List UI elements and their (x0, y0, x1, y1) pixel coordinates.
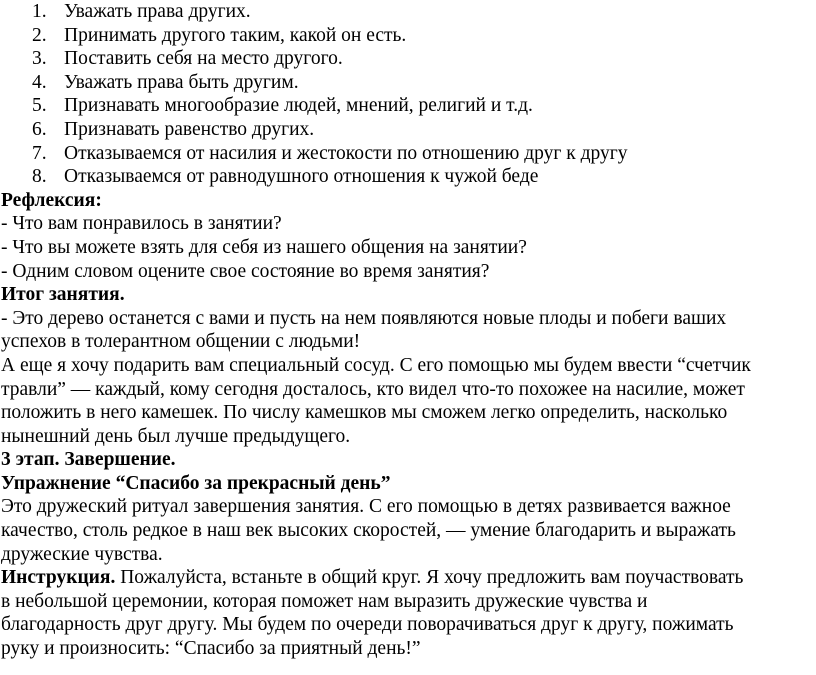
instruction-line: в небольшой церемонии, которая поможет нам выразить дружеские чувства и (1, 590, 648, 612)
result-line: травли” — каждый, кому сегодня досталось, кто видел что-то похожее на насилие, может (1, 378, 745, 400)
list-item (1, 71, 816, 95)
list-item (1, 47, 816, 71)
instruction-text: Пожалуйста, встаньте в общий круг. Я хочу предложить вам поучаствовать (115, 567, 744, 589)
list-item-text: Отказываемся от равнодушного отношения к чужой беде (64, 166, 539, 188)
result-line: - Это дерево останется с вами и пусть на нем появляются новые плоды и побеги ваших (1, 307, 727, 329)
result-line: А еще я хочу подарить вам специальный сосуд. С его помощью мы будем ввести “счетчик (1, 354, 751, 376)
list-item (1, 0, 816, 24)
list-item (1, 165, 816, 189)
list-item (1, 118, 816, 142)
list-item-text: Отказываемся от насилия и жестокости по отношению друг к другу (64, 142, 628, 164)
tolerance-rules-list (1, 0, 816, 189)
result-line: положить в него камешек. По числу камешков мы сможем легко определить, насколько (1, 402, 728, 424)
list-item (1, 94, 816, 118)
exercise-line: Это дружеский ритуал завершения занятия. С его помощью в детях развивается важное (1, 496, 731, 518)
list-item-text: Признавать многообразие людей, мнений, религий и т.д. (64, 95, 533, 117)
reflection-question: - Одним словом оцените свое состояние во время занятия? (1, 260, 490, 282)
list-item-number: 2. (32, 24, 47, 46)
list-item-text: Принимать другого таким, какой он есть. (64, 24, 407, 46)
list-item-text: Уважать права быть другим. (64, 71, 299, 93)
list-item (1, 142, 816, 166)
result-line: нынешний день был лучше предыдущего. (1, 425, 351, 447)
list-item-number: 3. (32, 48, 47, 70)
list-item-number: 5. (32, 95, 47, 117)
list-item-text: Признавать равенство других. (64, 118, 315, 140)
result-heading: Итог занятия. (1, 284, 125, 306)
exercise-line: качество, столь редкое в наш век высоких скоростей, — умение благодарить и выражать (1, 520, 736, 542)
instruction-line: благодарность друг другу. Мы будем по очереди поворачиваться друг к другу, пожимать (1, 614, 734, 636)
list-item-number: 6. (32, 118, 47, 140)
list-item-number: 4. (32, 71, 47, 93)
exercise-title: Упражнение “Спасибо за прекрасный день” (1, 472, 391, 494)
instruction-label: Инструкция. (1, 567, 116, 589)
list-item-text: Поставить себя на место другого. (64, 48, 343, 70)
list-item-number: 1. (32, 1, 47, 22)
instruction-line: руку и произносить: “Спасибо за приятный день!” (1, 638, 421, 660)
list-item (1, 24, 816, 48)
list-item-text: Уважать права других. (64, 1, 251, 22)
list-item-number: 7. (32, 142, 47, 164)
stage3-heading: 3 этап. Завершение. (1, 449, 176, 471)
reflection-heading: Рефлексия: (1, 189, 102, 211)
exercise-line: дружеские чувства. (1, 543, 163, 565)
list-item-number: 8. (32, 166, 47, 188)
instruction-line (1, 566, 816, 590)
result-line: успехов в толерантном общении с людьми! (1, 331, 361, 353)
reflection-question: - Что вам понравилось в занятии? (1, 213, 282, 235)
reflection-question: - Что вы можете взять для себя из нашего общения на занятии? (1, 236, 527, 258)
